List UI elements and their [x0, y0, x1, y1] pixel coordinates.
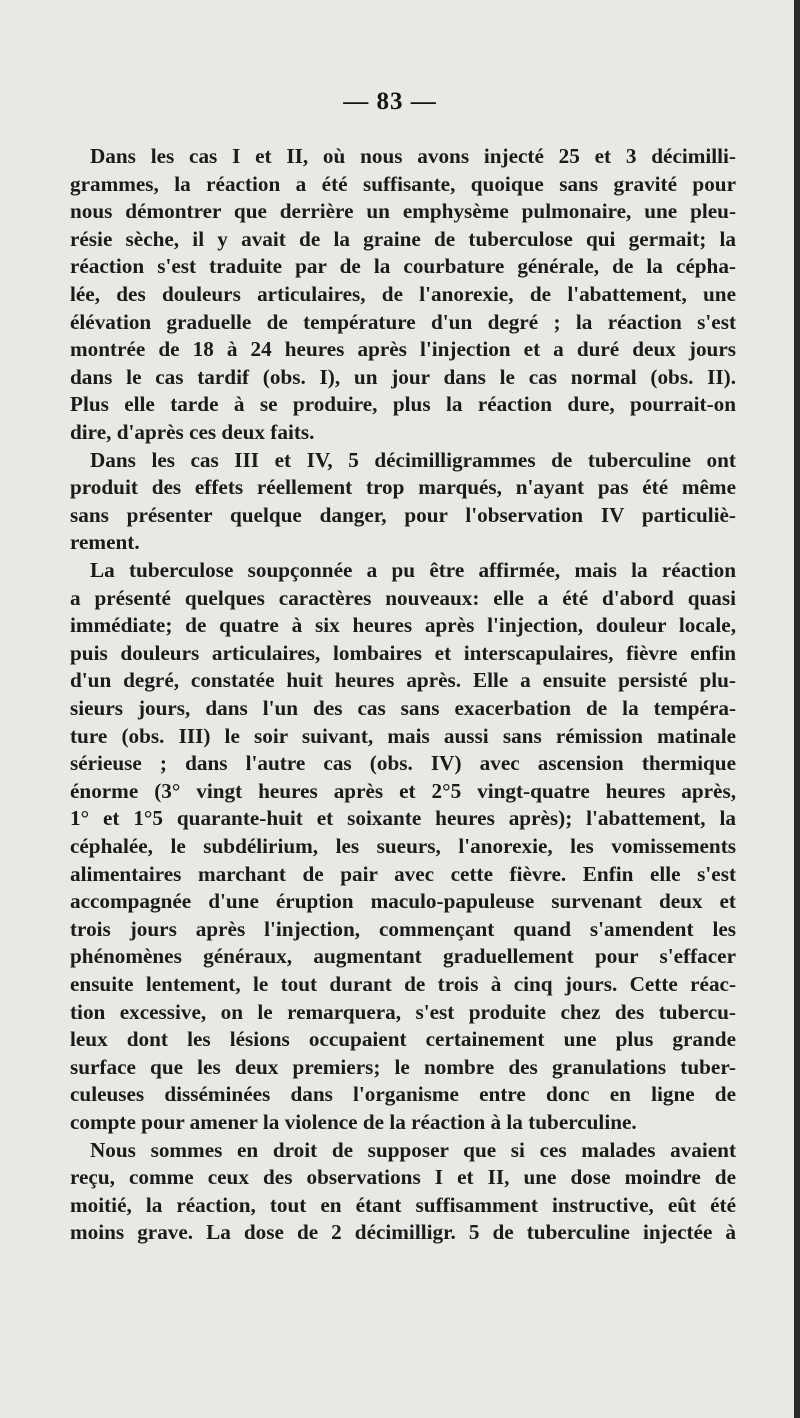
text-line: reçu, comme ceux des observations I et II, une dose moindre de [70, 1165, 736, 1190]
text-line: puis douleurs articulaires, lombaires et interscapulaires, fièvre enfin [70, 640, 736, 665]
text-line: sieurs jours, dans l'un des cas sans exacerbation de la tempéra- [70, 696, 736, 720]
text-line: tion excessive, on le remarquera, s'est produite chez des tubercu- [70, 999, 736, 1024]
text-line: céphalée, le subdélirium, les sueurs, l'anorexie, les vomissements [70, 834, 736, 858]
text-line: montrée de 18 à 24 heures après l'injection et a duré deux jours [70, 337, 736, 362]
text-line: surface que les deux premiers; le nombre des granulations tuber- [70, 1054, 736, 1079]
page-number: — 83 — [343, 88, 437, 115]
text-line: Dans les cas III et IV, 5 décimilligrammes de tuberculine ont [90, 447, 736, 472]
text-line: grammes, la réaction a été suffisante, quoique sans gravité pour [70, 171, 736, 196]
text-line: culeuses disséminées dans l'organisme entre donc en ligne de [70, 1082, 736, 1107]
text-line: ture (obs. III) le soir suivant, mais aussi sans rémission matinale [70, 723, 736, 748]
text-line: résie sèche, il y avait de la graine de tuberculose qui germait; la [70, 226, 736, 251]
text-line: élévation graduelle de température d'un degré ; la réaction s'est [70, 309, 736, 334]
text-line: Dans les cas I et II, où nous avons injecté 25 et 3 décimilli- [90, 144, 736, 168]
text-line: nous démontrer que derrière un emphysème pulmonaire, une pleu- [70, 199, 736, 224]
text-line: immédiate; de quatre à six heures après l'injection, douleur locale, [70, 613, 736, 638]
text-line: dire, d'après ces deux faits. [70, 420, 315, 444]
text-line: phénomènes généraux, augmentant graduellement pour s'effacer [70, 944, 736, 969]
text-line: trois jours après l'injection, commençant quand s'amendent les [70, 916, 736, 941]
text-line: d'un degré, constatée huit heures après. Elle a ensuite persisté plu- [70, 668, 736, 693]
text-line: énorme (3° vingt heures après et 2°5 vingt-quatre heures après, [70, 778, 736, 803]
text-line: a présenté quelques caractères nouveaux: elle a été d'abord quasi [70, 585, 736, 610]
text-line: Nous sommes en droit de supposer que si ces malades avaient [90, 1137, 736, 1162]
text-line: accompagnée d'une éruption maculo-papuleuse survenant deux et [70, 889, 736, 914]
text-line: dans le cas tardif (obs. I), un jour dans le cas normal (obs. II). [70, 364, 736, 389]
text-line: produit des effets réellement trop marqués, n'ayant pas été même [70, 475, 736, 500]
text-line: lée, des douleurs articulaires, de l'anorexie, de l'abattement, une [70, 282, 736, 306]
text-line: moitié, la réaction, tout en étant suffisamment instructive, eût été [70, 1192, 736, 1217]
text-line: alimentaires marchant de pair avec cette fièvre. Enfin elle s'est [70, 861, 736, 886]
text-line: 1° et 1°5 quarante-huit et soixante heures après); l'abattement, la [70, 806, 736, 831]
text-line: ensuite lentement, le tout durant de trois à cinq jours. Cette réac- [70, 972, 736, 996]
text-line: réaction s'est traduite par de la courbature générale, de la cépha- [70, 254, 736, 279]
text-line: rement. [70, 530, 140, 555]
text-line: sans présenter quelque danger, pour l'observation IV particuliè- [70, 502, 736, 527]
text-line: La tuberculose soupçonnée a pu être affirmée, mais la réaction [90, 558, 736, 582]
text-line: Plus elle tarde à se produire, plus la réaction dure, pourrait-on [70, 392, 736, 417]
text-line: compte pour amener la violence de la réaction à la tuberculine. [70, 1110, 637, 1134]
text-line: moins grave. La dose de 2 décimilligr. 5 de tuberculine injectée à [70, 1220, 736, 1245]
text-line: sérieuse ; dans l'autre cas (obs. IV) avec ascension thermique [70, 751, 736, 776]
text-line: leux dont les lésions occupaient certainement une plus grande [70, 1027, 736, 1052]
